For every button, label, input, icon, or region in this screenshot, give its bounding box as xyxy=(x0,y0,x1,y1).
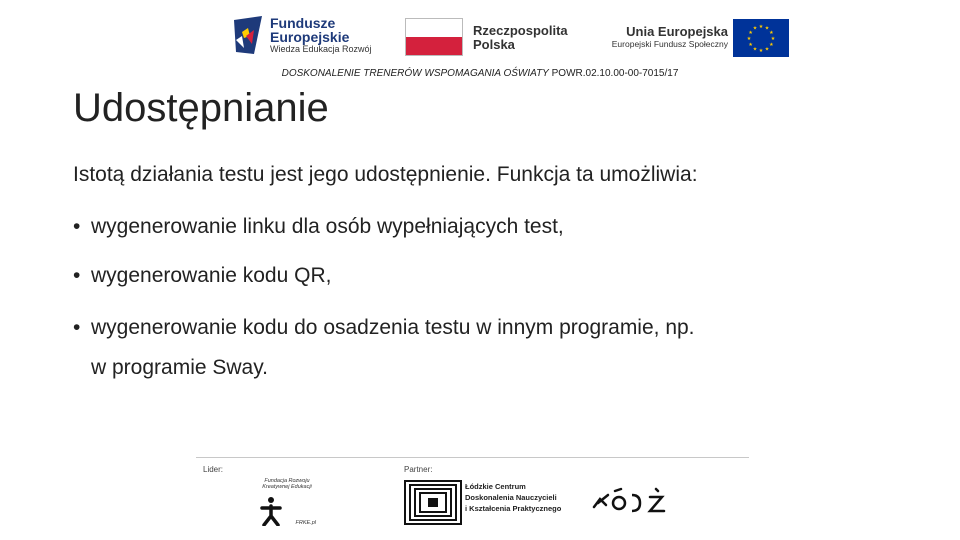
ldc-logo-text xyxy=(465,481,561,514)
svg-text:★: ★ xyxy=(748,30,753,36)
svg-text:★: ★ xyxy=(758,48,764,54)
svg-text:★: ★ xyxy=(752,25,758,32)
rp-line1: Rzeczpospolita xyxy=(473,23,568,38)
svg-text:★: ★ xyxy=(748,42,753,48)
ue-subtitle: Europejski Fundusz Społeczny xyxy=(611,39,728,49)
frke-line3: FRKE.pl xyxy=(295,520,316,526)
project-line xyxy=(0,68,960,79)
fundusze-europejskie-logo xyxy=(232,14,374,58)
lodz-city-logo-icon xyxy=(592,485,668,515)
frke-line1: Fundacja Rozwoju xyxy=(264,478,310,484)
ue-logo-text xyxy=(600,24,728,50)
ldc-square-logo-icon xyxy=(404,480,462,525)
svg-text:★: ★ xyxy=(769,30,774,36)
svg-text:★: ★ xyxy=(770,36,776,42)
bullet-dot-icon: • xyxy=(73,316,81,339)
slide-title: Udostępnianie xyxy=(73,86,329,130)
fe-star-icon xyxy=(232,14,268,58)
ue-title: Unia Europejska xyxy=(626,24,728,39)
slide-intro: Istotą działania testu jest jego udostępnienie. Funkcja ta umożliwia: xyxy=(73,163,698,186)
partner-label: Partner: xyxy=(404,465,433,474)
svg-text:★: ★ xyxy=(769,42,774,48)
frke-line2: Kreatywnej Edukacji xyxy=(262,484,312,490)
fe-logo-line2: Europejskie xyxy=(270,29,350,45)
ldc-line2: Doskonalenia Nauczycieli xyxy=(465,493,557,502)
polish-flag-icon xyxy=(405,18,463,56)
svg-text:★: ★ xyxy=(752,46,758,53)
bullet-text-continuation: w programie Sway. xyxy=(91,356,269,379)
bullet-text: wygenerowanie kodu do osadzenia testu w innym programie, np. xyxy=(91,316,695,339)
bullet-text: wygenerowanie kodu QR, xyxy=(91,264,332,287)
fe-logo-line3: Wiedza Edukacja Rozwój xyxy=(270,44,372,54)
fe-logo-line1: Fundusze xyxy=(270,15,336,31)
lider-label: Lider: xyxy=(203,465,224,474)
ldc-line3: i Kształcenia Praktycznego xyxy=(465,504,562,513)
running-figure-icon xyxy=(260,496,282,526)
bullet-dot-icon: • xyxy=(73,215,81,238)
svg-text:★: ★ xyxy=(764,46,770,53)
svg-text:★: ★ xyxy=(746,36,752,42)
eu-flag-icon xyxy=(733,19,789,57)
rp-line2: Polska xyxy=(473,37,515,52)
frke-logo xyxy=(256,478,318,528)
project-code: POWR.02.10.00-00-7015/17 xyxy=(548,68,679,79)
project-name: DOSKONALENIE TRENERÓW WSPOMAGANIA OŚWIATY xyxy=(281,68,549,79)
bullet-dot-icon: • xyxy=(73,264,81,287)
ldc-line1: Łódzkie Centrum xyxy=(465,482,526,491)
bullet-text: wygenerowanie linku dla osób wypełniających test, xyxy=(91,215,564,238)
footer-divider xyxy=(196,457,749,458)
rzeczpospolita-logo-text xyxy=(473,24,568,52)
svg-text:★: ★ xyxy=(764,25,770,32)
svg-text:★: ★ xyxy=(758,24,764,30)
